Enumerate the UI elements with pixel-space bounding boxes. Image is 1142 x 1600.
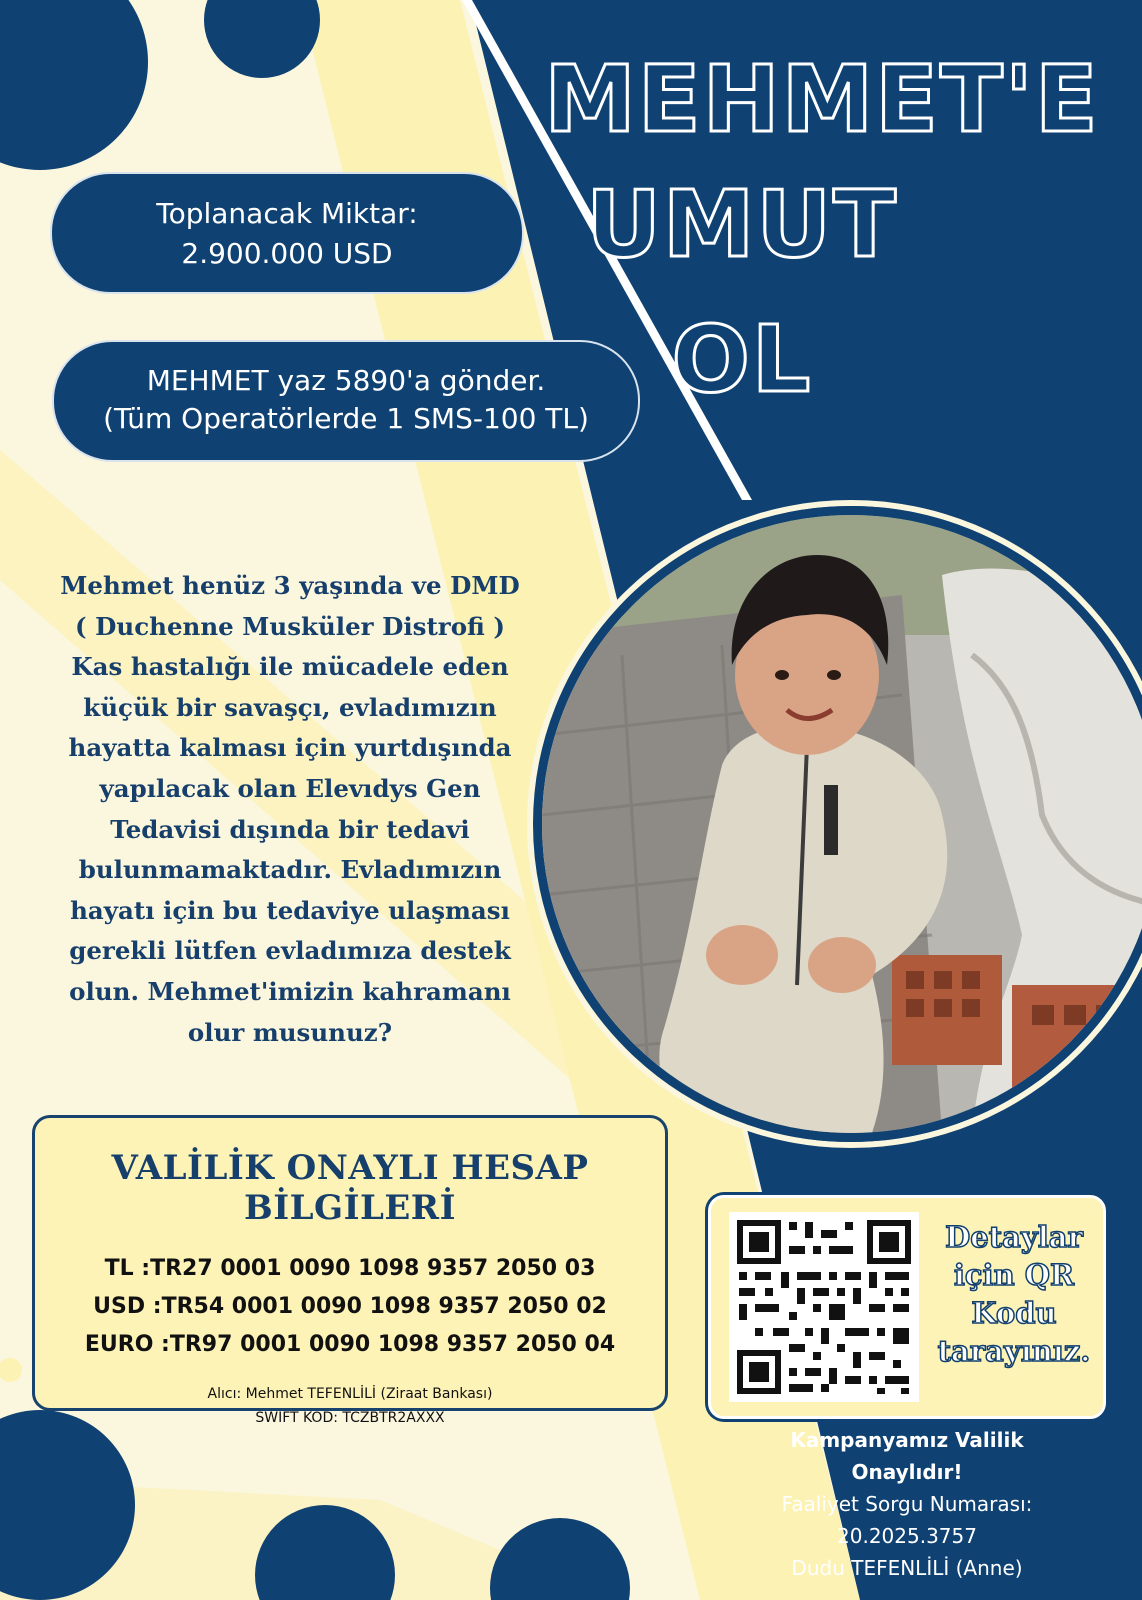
qr-text-line: tarayınız.: [937, 1334, 1091, 1368]
approval-line-2: Onaylıdır!: [851, 1460, 963, 1484]
child-photo-illustration: [542, 515, 1142, 1133]
qr-text-line: için QR: [953, 1258, 1075, 1292]
query-number: 20.2025.3757: [837, 1524, 977, 1548]
headline-line-3: OL: [671, 306, 813, 413]
target-amount: 2.900.000 USD: [181, 237, 393, 270]
bank-account-panel: [32, 1115, 668, 1426]
headline-line-1: MEHMET'E: [544, 46, 1100, 153]
query-label: Faaliyet Sorgu Numarası:: [781, 1492, 1033, 1516]
target-label: Toplanacak Miktar:: [156, 197, 418, 230]
story-line: gerekli lütfen evladımıza destek: [69, 936, 511, 966]
sms-donation-badge: [52, 340, 640, 462]
contact-person: Dudu TEFENLİLİ (Anne): [791, 1556, 1023, 1580]
story-line: olur musunuz?: [187, 1017, 393, 1047]
story-line: bulunmamaktadır. Evladımızın: [78, 855, 502, 885]
story-line: olun. Mehmet'imizin kahramanı: [69, 976, 511, 1006]
iban-euro: EURO :TR97 0001 0090 1098 9357 2050 04: [84, 1332, 616, 1357]
approval-footer: [728, 1424, 1086, 1584]
headline-line-2: UMUT: [586, 171, 898, 278]
story-line: Tedavisi dışında bir tedavi: [110, 814, 470, 844]
story-line: yapılacak olan Elevıdys Gen: [99, 773, 481, 803]
qr-code-icon: [729, 1212, 919, 1402]
story-text: [30, 566, 550, 1053]
qr-code[interactable]: [729, 1212, 919, 1402]
story-line: hayatı için bu tedaviye ulaşması: [70, 895, 510, 925]
approval-line-1: Kampanyamız Valilik: [790, 1428, 1024, 1452]
bank-panel-title: VALİLİK ONAYLI HESAP BİLGİLERİ: [111, 1148, 589, 1228]
recipient-name: Alıcı: Mehmet TEFENLİLİ (Ziraat Bankası): [207, 1386, 493, 1402]
story-line: Kas hastalığı ile mücadele eden: [71, 652, 509, 682]
sms-price-note: (Tüm Operatörlerde 1 SMS-100 TL): [103, 402, 589, 435]
qr-instruction: [929, 1218, 1099, 1370]
iban-usd: USD :TR54 0001 0090 1098 9357 2050 02: [93, 1294, 607, 1319]
qr-text-line: Detaylar: [945, 1220, 1083, 1254]
qr-code-card: [708, 1195, 1106, 1419]
child-photo: [533, 506, 1142, 1142]
iban-tl: TL :TR27 0001 0090 1098 9357 2050 03: [104, 1256, 596, 1281]
sms-instruction: MEHMET yaz 5890'a gönder.: [146, 364, 546, 397]
target-amount-badge: [50, 172, 524, 294]
qr-text-line: Kodu: [971, 1296, 1057, 1330]
story-line: hayatta kalması için yurtdışında: [68, 733, 512, 763]
swift-code: SWIFT KOD: TCZBTR2AXXX: [255, 1410, 445, 1426]
story-line: Mehmet henüz 3 yaşında ve DMD: [60, 571, 520, 600]
story-line: küçük bir savaşçı, evladımızın: [83, 692, 497, 722]
story-line: ( Duchenne Musküler Distrofi ): [75, 611, 505, 641]
